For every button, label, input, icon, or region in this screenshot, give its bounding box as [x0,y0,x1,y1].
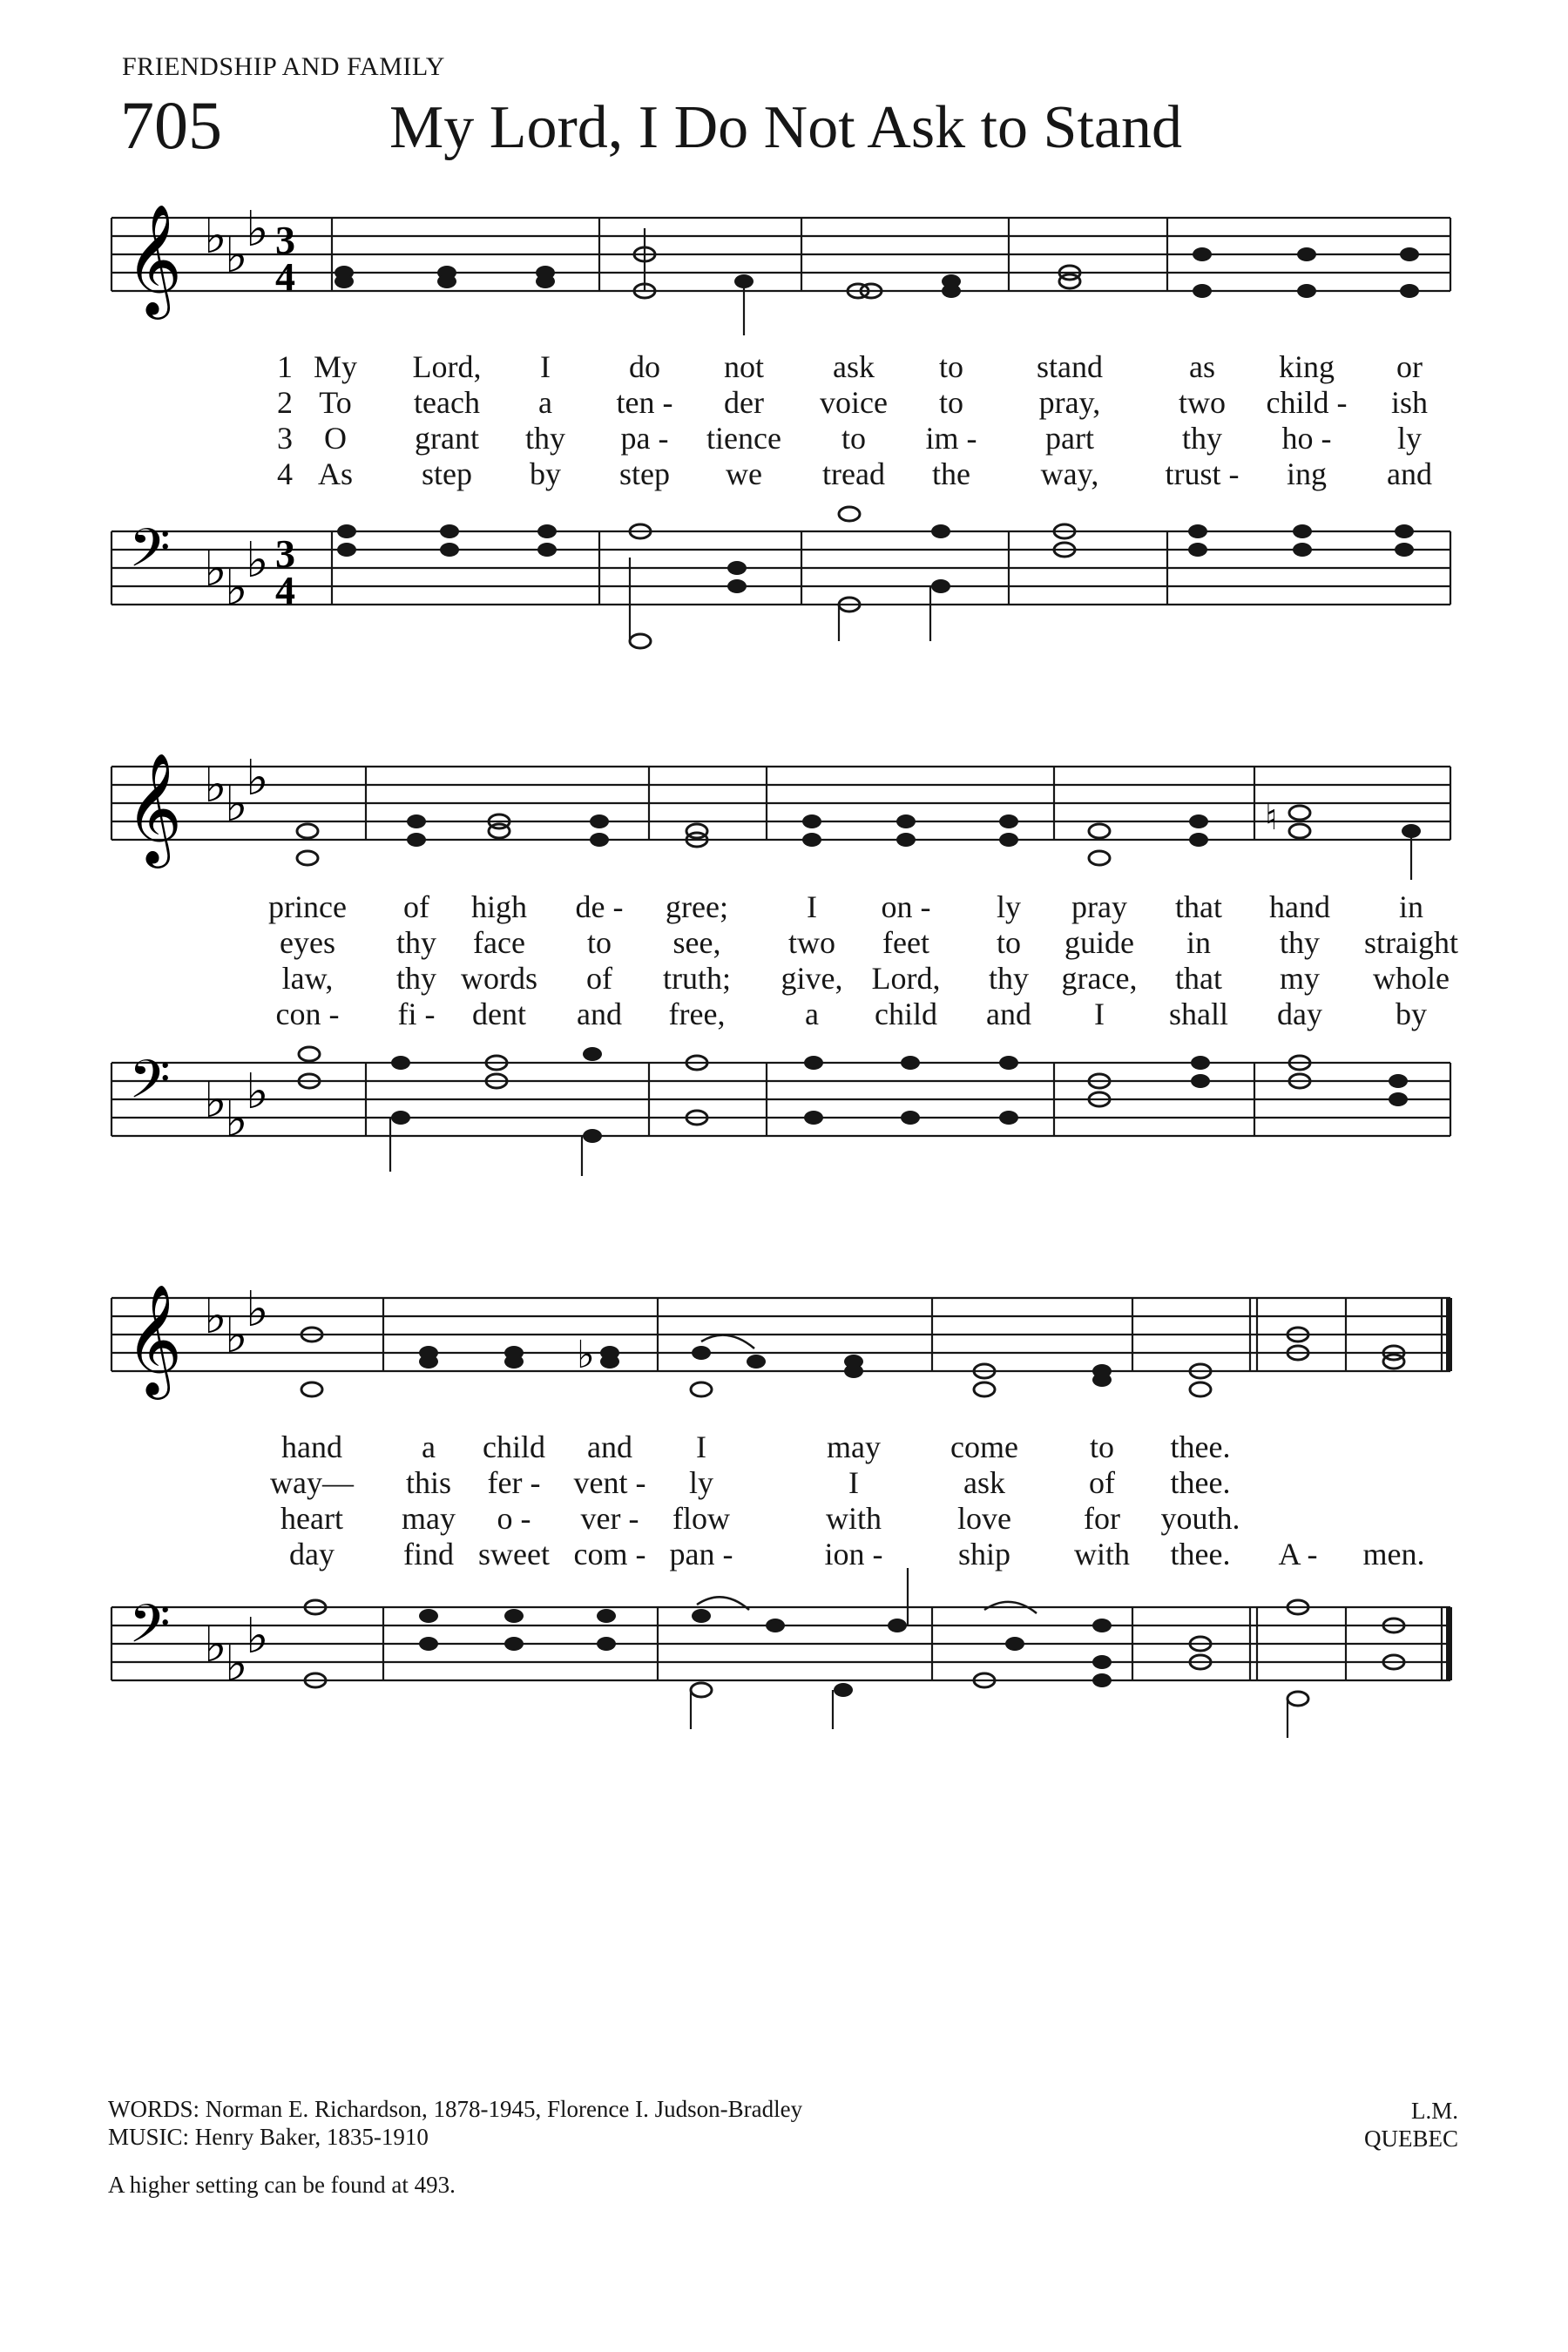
lyric-syllable: thee. [1170,1429,1231,1464]
lyric-syllable: see, [672,925,721,960]
alternate-setting-note: A higher setting can be found at 493. [108,2172,456,2198]
notes-bass-3 [419,1609,1112,1697]
lyric-syllable: a [538,385,552,420]
bass-clef-icon: 𝄢 [129,1593,171,1668]
bass-clef-icon: 𝄢 [129,1049,171,1124]
lyric-syllable: ho - [1281,421,1332,456]
bass-clef-icon: 𝄢 [129,517,171,592]
system-1-treble-staff [0,192,1568,348]
lyric-syllable: we [726,456,762,491]
key-signature-flats [204,201,268,284]
lyric-syllable: as [1189,349,1215,384]
lyric-syllable: free, [668,997,726,1031]
treble-clef-icon: 𝄞 [125,1283,183,1395]
lyric-syllable: To [319,385,352,420]
lyric-syllable: step [619,456,670,491]
lyric-syllable: with [825,1501,882,1536]
lyric-syllable: thee. [1170,1465,1231,1500]
svg-text:♭: ♭ [204,1288,227,1345]
flat-sign-icon: ♭ [577,1333,595,1377]
lyric-syllable: to [938,349,964,384]
lyric-syllable: I [696,1429,706,1464]
lyric-syllable: ask [963,1465,1005,1500]
lyric-syllable: A - [1278,1537,1318,1571]
treble-clef-icon: 𝄞 [125,752,183,863]
lyric-syllable: come [950,1429,1018,1464]
svg-text:♭: ♭ [204,208,227,265]
lyric-syllable: I [540,349,551,384]
svg-text:♭: ♭ [246,750,269,807]
lyric-syllable: pray, [1038,385,1101,420]
lyric-syllable: stand [1037,349,1103,384]
lyric-syllable: thy [988,961,1030,996]
system-1-bass-staff [0,505,1568,662]
lyric-syllable: I [807,889,817,924]
lyric-syllable: ly [1396,421,1423,456]
lyric-syllable: My [313,349,358,384]
system-3-bass-staff [0,1581,1568,1738]
natural-sign-icon: ♮ [1265,798,1278,838]
lyric-syllable: to [586,925,612,960]
lyric-syllable: I [848,1465,859,1500]
lyric-syllable: whole [1373,961,1450,996]
lyric-syllable: ly [688,1465,714,1500]
lyric-syllable: words [461,961,537,996]
lyric-syllable: thy [395,925,437,960]
system-3-treble-staff [0,1276,1568,1433]
system-3-lyrics [0,1429,1568,1577]
lyric-syllable: to [841,421,867,456]
lyric-syllable: of [403,889,429,924]
half-notes-bass-2 [299,1047,1310,1125]
lyric-syllable: grant [415,421,479,456]
lyric-syllable: guide [1064,925,1134,960]
lyric-syllable: or [1396,349,1423,384]
lyric-syllable: ish [1390,385,1429,420]
time-signature-bottom: 4 [275,254,295,299]
lyric-syllable: do [629,349,660,384]
lyric-syllable: grace, [1061,961,1138,996]
time-signature-top: 3 [275,218,295,262]
lyric-syllable: my [1279,961,1321,996]
verse-number: 1 [277,349,293,384]
lyric-syllable: day [1277,997,1322,1031]
lyric-syllable: face [473,925,525,960]
lyric-syllable: Lord, [412,349,482,384]
lyric-syllable: that [1175,961,1222,996]
lyric-syllable: law, [281,961,334,996]
half-notes-bass-3 [305,1600,1404,1706]
lyric-syllable: im - [925,421,977,456]
system-2-treble-staff [0,745,1568,902]
lyric-syllable: ing [1286,456,1328,491]
lyric-syllable: gree; [666,889,728,924]
lyric-syllable: truth; [663,961,731,996]
lyric-syllable: straight [1364,925,1458,960]
lyric-syllable: ship [957,1537,1011,1571]
lyric-syllable: youth. [1160,1501,1240,1536]
lyric-syllable: shall [1169,997,1228,1031]
lyric-syllable: teach [414,385,480,420]
meter-label: L.M. [1411,2098,1458,2124]
time-signature-top: 3 [275,531,295,576]
half-notes-treble-2 [297,806,1310,865]
lyric-syllable: love [957,1501,1011,1536]
notes-bass-1 [337,524,1414,593]
lyric-syllable: give, [781,961,843,996]
lyric-syllable: de - [575,889,624,924]
key-signature-flats [204,750,268,833]
lyric-syllable: hand [1269,889,1330,924]
lyric-syllable: vent - [573,1465,646,1500]
lyric-syllable: child [875,997,937,1031]
hymn-number: 705 [120,87,222,163]
lyric-syllable: to [1089,1429,1115,1464]
svg-text:♭: ♭ [225,1308,248,1364]
lyric-syllable: hand [281,1429,342,1464]
verse-number: 2 [277,385,293,420]
svg-text:♭: ♭ [225,776,248,833]
lyric-syllable: thee. [1170,1537,1231,1571]
lyric-syllable: voice [820,385,888,420]
lyric-syllable: thy [524,421,566,456]
lyric-syllable: to [938,385,964,420]
lyric-syllable: fer - [487,1465,541,1500]
svg-text:♭: ♭ [225,227,248,284]
svg-text:♭: ♭ [204,1072,227,1129]
lyric-syllable: con - [275,997,340,1031]
lyric-syllable: a [805,997,819,1031]
lyric-syllable: thy [1279,925,1321,960]
lyric-syllable: As [317,456,354,491]
lyric-syllable: part [1045,421,1094,456]
svg-text:♭: ♭ [204,541,227,598]
lyric-syllable: two [1179,385,1226,420]
lyric-syllable: heart [280,1501,343,1536]
lyric-syllable: Lord, [871,961,941,996]
lyric-syllable: a [422,1429,436,1464]
lyric-syllable: thy [1181,421,1223,456]
lyric-syllable: tread [822,456,885,491]
tune-name: QUEBEC [1364,2126,1458,2152]
verse-number: 3 [277,421,293,456]
key-signature-flats [204,1281,268,1364]
lyric-syllable: on - [881,889,931,924]
lyric-syllable: may [402,1501,456,1536]
svg-text:♭: ♭ [225,1092,248,1148]
lyric-syllable: com - [573,1537,646,1571]
lyric-syllable: in [1186,925,1212,960]
lyric-syllable: and [577,997,622,1031]
svg-text:♭: ♭ [246,201,269,258]
lyric-syllable: in [1398,889,1424,924]
words-credit: WORDS: Norman E. Richardson, 1878-1945, Florence I. Judson-Bradley [108,2096,803,2122]
lyric-syllable: with [1073,1537,1131,1571]
lyric-syllable: for [1084,1501,1120,1536]
lyric-syllable: day [289,1537,335,1571]
lyric-syllable: high [470,889,528,924]
lyric-syllable: way, [1040,456,1099,491]
svg-text:♭: ♭ [204,1617,227,1673]
lyric-syllable: of [1089,1465,1115,1500]
system-2-bass-staff [0,1037,1568,1193]
lyric-syllable: I [1094,997,1105,1031]
lyric-syllable: prince [268,889,347,924]
lyric-syllable: ly [996,889,1022,924]
lyric-syllable: thy [395,961,437,996]
svg-text:♭: ♭ [246,1281,269,1338]
lyric-syllable: not [723,349,765,384]
lyric-syllable: men. [1362,1537,1425,1571]
lyric-syllable: ver - [580,1501,639,1536]
lyric-syllable: O [324,421,347,456]
time-signature-bottom: 4 [275,568,295,612]
lyric-syllable: by [530,456,561,491]
lyric-syllable: of [586,961,612,996]
lyric-syllable: ask [833,349,875,384]
svg-text:♭: ♭ [246,1064,269,1120]
lyric-syllable: dent [472,997,526,1031]
verse-number: 4 [277,456,293,491]
lyric-syllable: that [1175,889,1222,924]
lyric-syllable: child - [1266,385,1348,420]
lyric-syllable: way— [270,1465,354,1500]
tie-icon [701,1335,754,1348]
lyric-syllable: ten - [616,385,673,420]
lyric-syllable: feet [882,925,929,960]
lyric-syllable: der [724,385,764,420]
svg-text:♭: ♭ [204,757,227,814]
lyric-syllable: two [788,925,835,960]
lyric-syllable: to [996,925,1022,960]
lyric-syllable: ion - [824,1537,883,1571]
treble-clef-icon: 𝄞 [125,203,183,314]
system-2-lyrics [0,889,1568,1037]
lyric-syllable: trust - [1165,456,1240,491]
system-1-lyrics [0,348,1568,497]
lyric-syllable: and [986,997,1031,1031]
svg-text:♭: ♭ [246,1608,269,1665]
lyric-syllable: step [422,456,472,491]
lyric-syllable: may [827,1429,881,1464]
lyric-syllable: fi - [397,997,436,1031]
svg-text:♭: ♭ [225,1636,248,1693]
lyric-syllable: child [483,1429,545,1464]
lyric-syllable: tience [706,421,781,456]
lyric-syllable: pray [1071,889,1127,924]
lyric-syllable: the [932,456,970,491]
lyric-syllable: and [587,1429,632,1464]
hymn-title: My Lord, I Do Not Ask to Stand [389,94,1182,161]
lyric-syllable: pa - [620,421,669,456]
lyric-syllable: o - [497,1501,531,1536]
lyric-syllable: pan - [669,1537,733,1571]
section-heading: FRIENDSHIP AND FAMILY [122,52,445,81]
lyric-syllable: flow [672,1501,730,1536]
lyric-syllable: find [403,1537,454,1571]
svg-text:♭: ♭ [225,560,248,617]
lyric-syllable: king [1278,349,1335,384]
svg-text:♭: ♭ [246,532,269,589]
lyric-syllable: eyes [280,925,335,960]
lyric-syllable: and [1387,456,1432,491]
music-credit: MUSIC: Henry Baker, 1835-1910 [108,2124,429,2150]
lyric-syllable: this [405,1465,452,1500]
lyric-syllable: by [1396,997,1427,1031]
lyric-syllable: sweet [478,1537,550,1571]
